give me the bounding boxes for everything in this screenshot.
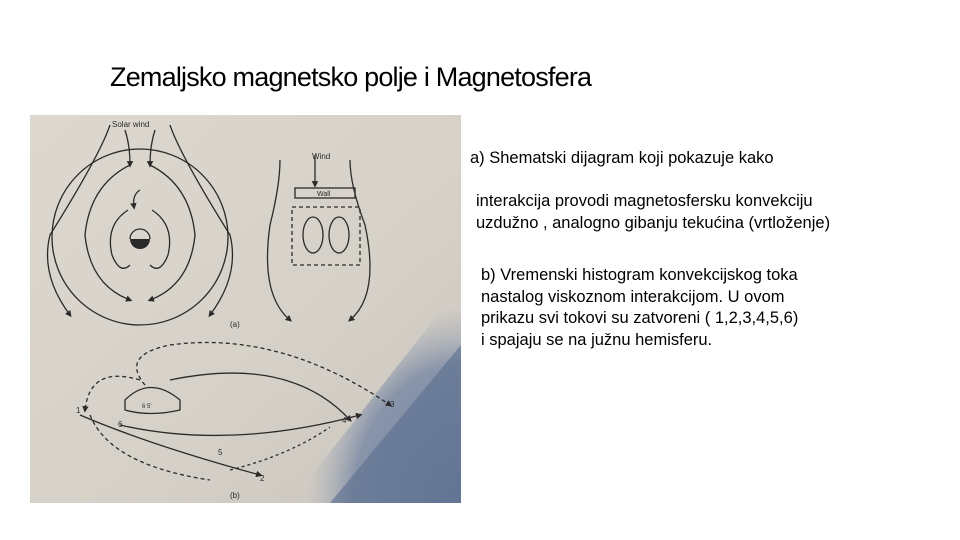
paragraph-a: a) Shematski dijagram koji pokazuje kako (470, 149, 774, 167)
flow-number: 3 (390, 400, 395, 409)
wind-label: Wind (312, 152, 331, 161)
wall-label: Wall (317, 191, 331, 198)
text-line: i spajaju se na južnu hemisferu. (481, 330, 713, 349)
figure-label-a: (a) (230, 320, 240, 329)
text-line: uzdužno , analogno gibanju tekućina (vrtloženje) (476, 213, 831, 232)
flow-number: 5 (218, 448, 223, 457)
solar-wind-label: Solar wind (112, 120, 150, 129)
flow-number: 1 (76, 406, 81, 415)
paragraph-a-continued (476, 191, 830, 234)
flow-number: 6 (118, 420, 123, 429)
figure-label-b: (b) (230, 491, 240, 500)
convection-diagram (30, 115, 461, 503)
flow-number: 2 (260, 474, 265, 483)
slide-title: Zemaljsko magnetsko polje i Magnetosfera (110, 62, 592, 92)
small-labels: 6 5' (142, 404, 152, 410)
flow-number: 4 (342, 416, 347, 425)
text-line: interakcija provodi magnetosfersku konvekciju (476, 192, 813, 210)
text-line: b) Vremenski histogram konvekcijskog toka (481, 266, 798, 284)
text-line: nastalog viskoznom interakcijom. U ovom (481, 287, 785, 306)
paragraph-b (481, 265, 798, 351)
text-line: prikazu svi tokovi su zatvoreni ( 1,2,3,4,5,6) (481, 309, 799, 327)
figure-photo (30, 115, 461, 503)
